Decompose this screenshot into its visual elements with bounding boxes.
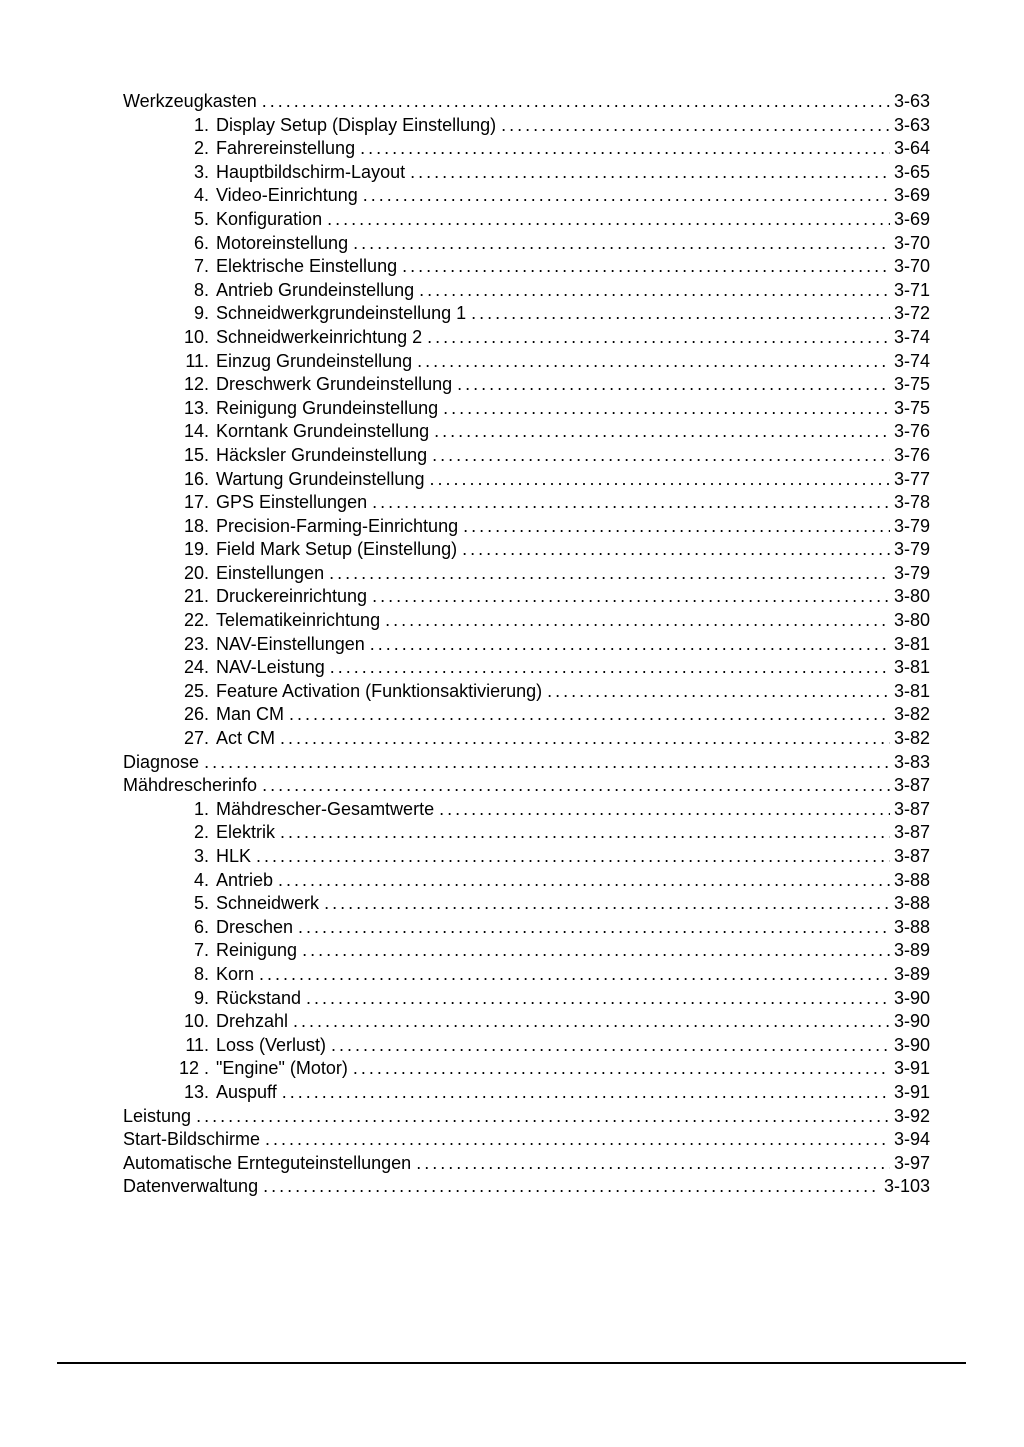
toc-entry bbox=[123, 468, 930, 492]
dot-leader bbox=[416, 1152, 890, 1176]
toc-entry-page: 3-65 bbox=[893, 161, 930, 182]
toc-entry-number: 20. bbox=[183, 562, 209, 583]
toc-entry bbox=[123, 656, 930, 680]
toc-entry bbox=[123, 703, 930, 727]
toc-entry-label: NAV-Leistung bbox=[216, 657, 325, 678]
toc-entry-page: 3-91 bbox=[893, 1081, 930, 1102]
toc-entry-label: Loss (Verlust) bbox=[216, 1034, 327, 1055]
toc-entry-number: 3. bbox=[193, 846, 209, 866]
dot-leader bbox=[372, 491, 890, 515]
toc-entry bbox=[123, 963, 930, 987]
toc-entry bbox=[123, 798, 930, 822]
toc-entry-label: Schneidwerkgrundeinstellung 1 bbox=[216, 303, 467, 324]
toc-entry-label: Rückstand bbox=[216, 987, 302, 1008]
toc-entry bbox=[123, 491, 930, 515]
dot-leader bbox=[419, 279, 890, 303]
toc-entry-number: 8. bbox=[193, 963, 209, 984]
dot-leader bbox=[256, 845, 890, 869]
dot-leader bbox=[463, 515, 890, 539]
toc-entry-page: 3-89 bbox=[893, 940, 930, 961]
toc-entry-page: 3-76 bbox=[893, 444, 930, 465]
dot-leader bbox=[278, 869, 890, 893]
toc-entry-page: 3-80 bbox=[893, 610, 930, 631]
toc-entry bbox=[123, 562, 930, 586]
toc-entry-label: Motoreinstellung bbox=[216, 232, 349, 253]
dot-leader bbox=[457, 373, 890, 397]
toc-entry-page: 3-76 bbox=[893, 421, 930, 442]
footer-divider bbox=[57, 1362, 966, 1364]
toc-entry bbox=[123, 515, 930, 539]
dot-leader bbox=[439, 798, 890, 822]
toc-entry-page: 3-78 bbox=[893, 492, 930, 513]
toc-entry bbox=[123, 350, 930, 374]
toc-entry bbox=[123, 727, 930, 751]
dot-leader bbox=[262, 774, 890, 798]
dot-leader bbox=[298, 916, 890, 940]
toc-entry bbox=[123, 208, 930, 232]
toc-entry bbox=[123, 585, 930, 609]
dot-leader bbox=[280, 821, 890, 845]
toc-entry-number: 7. bbox=[193, 940, 209, 961]
dot-leader bbox=[402, 255, 890, 279]
table-of-contents bbox=[123, 90, 930, 1199]
toc-entry-page: 3-69 bbox=[893, 208, 930, 229]
toc-entry bbox=[123, 821, 930, 845]
dot-leader bbox=[363, 184, 890, 208]
dot-leader bbox=[263, 1175, 880, 1199]
dot-leader bbox=[417, 350, 890, 374]
toc-entry-number: 3. bbox=[193, 161, 209, 182]
toc-entry-number: 1. bbox=[193, 798, 209, 819]
dot-leader bbox=[385, 609, 890, 633]
toc-entry-number: 27. bbox=[183, 728, 209, 749]
toc-entry-label: Konfiguration bbox=[216, 208, 323, 229]
toc-entry bbox=[123, 90, 930, 114]
toc-entry bbox=[123, 633, 930, 657]
toc-entry-page: 3-88 bbox=[893, 916, 930, 937]
toc-entry-label: Datenverwaltung bbox=[123, 1176, 259, 1197]
toc-entry-number: 9. bbox=[193, 303, 209, 324]
dot-leader bbox=[353, 1057, 890, 1081]
toc-entry-label: Reinigung Grundeinstellung bbox=[216, 397, 439, 418]
toc-entry-page: 3-87 bbox=[893, 846, 930, 866]
toc-entry-page: 3-81 bbox=[893, 633, 930, 654]
toc-entry-label: Man CM bbox=[216, 704, 285, 725]
dot-leader bbox=[327, 208, 890, 232]
dot-leader bbox=[324, 892, 890, 916]
dot-leader bbox=[259, 963, 890, 987]
dot-leader bbox=[306, 987, 890, 1011]
toc-entry bbox=[123, 279, 930, 303]
toc-entry-page: 3-79 bbox=[893, 562, 930, 583]
dot-leader bbox=[427, 326, 890, 350]
toc-entry-label: Antrieb Grundeinstellung bbox=[216, 279, 415, 300]
toc-entry-label: Video-Einrichtung bbox=[216, 185, 358, 206]
toc-entry bbox=[123, 987, 930, 1011]
toc-entry-number: 12. bbox=[183, 374, 209, 395]
toc-entry-label: Werkzeugkasten bbox=[123, 91, 257, 111]
toc-entry-page: 3-69 bbox=[893, 185, 930, 206]
dot-leader bbox=[372, 585, 890, 609]
toc-entry bbox=[123, 444, 930, 468]
toc-entry bbox=[123, 774, 930, 798]
toc-entry-label: Einstellungen bbox=[216, 562, 325, 583]
toc-entry bbox=[123, 373, 930, 397]
dot-leader bbox=[204, 751, 890, 775]
toc-entry-label: Antrieb bbox=[216, 869, 274, 890]
toc-entry-page: 3-74 bbox=[893, 350, 930, 371]
toc-entry-page: 3-91 bbox=[893, 1058, 930, 1079]
toc-entry-label: GPS Einstellungen bbox=[216, 492, 368, 513]
toc-entry-label: Elektrische Einstellung bbox=[216, 256, 398, 277]
toc-entry-label: Display Setup (Display Einstellung) bbox=[216, 114, 497, 135]
toc-entry-label: Field Mark Setup (Einstellung) bbox=[216, 539, 458, 560]
dot-leader bbox=[293, 1010, 890, 1034]
dot-leader bbox=[462, 538, 890, 562]
dot-leader bbox=[280, 727, 890, 751]
toc-entry-page: 3-94 bbox=[893, 1129, 930, 1150]
toc-entry-label: Elektrik bbox=[216, 822, 276, 843]
toc-entry-number: 2. bbox=[193, 822, 209, 843]
toc-entry bbox=[123, 326, 930, 350]
toc-entry-page: 3-88 bbox=[893, 893, 930, 914]
toc-entry bbox=[123, 420, 930, 444]
toc-entry bbox=[123, 232, 930, 256]
toc-entry-label: Mähdrescher-Gesamtwerte bbox=[216, 798, 435, 819]
toc-entry-label: Leistung bbox=[123, 1105, 192, 1126]
toc-entry-label: Automatische Ernteguteinstellungen bbox=[123, 1152, 412, 1173]
toc-entry-page: 3-75 bbox=[893, 397, 930, 418]
toc-entry-number: 1. bbox=[193, 114, 209, 135]
toc-entry-page: 3-80 bbox=[893, 586, 930, 607]
dot-leader bbox=[196, 1105, 890, 1129]
toc-entry-label: Mähdrescherinfo bbox=[123, 775, 258, 796]
toc-entry-page: 3-90 bbox=[893, 1034, 930, 1055]
dot-leader bbox=[429, 468, 890, 492]
toc-entry-page: 3-87 bbox=[893, 822, 930, 843]
toc-entry-label: Druckereinrichtung bbox=[216, 586, 368, 607]
toc-entry-number: 4. bbox=[193, 185, 209, 206]
toc-entry-number: 5. bbox=[193, 208, 209, 229]
toc-entry-label: Korntank Grundeinstellung bbox=[216, 421, 430, 442]
toc-entry-page: 3-90 bbox=[893, 987, 930, 1008]
toc-entry-number: 14. bbox=[183, 421, 209, 442]
toc-entry-label: Wartung Grundeinstellung bbox=[216, 468, 425, 489]
toc-entry-label: Korn bbox=[216, 963, 255, 984]
toc-entry-number: 19. bbox=[183, 539, 209, 560]
toc-entry-page: 3-87 bbox=[893, 798, 930, 819]
toc-entry-number: 25. bbox=[183, 680, 209, 701]
toc-entry bbox=[123, 397, 930, 421]
toc-entry-page: 3-89 bbox=[893, 963, 930, 984]
toc-entry-number: 5. bbox=[193, 893, 209, 914]
toc-entry-label: Feature Activation (Funktionsaktivierung) bbox=[216, 680, 543, 701]
toc-entry-page: 3-103 bbox=[883, 1176, 930, 1197]
toc-entry-page: 3-90 bbox=[893, 1011, 930, 1032]
toc-entry-label: Diagnose bbox=[123, 751, 200, 772]
dot-leader bbox=[501, 114, 890, 138]
dot-leader bbox=[443, 397, 890, 421]
toc-entry-number: 9. bbox=[193, 987, 209, 1008]
toc-entry-label: "Engine" (Motor) bbox=[216, 1058, 348, 1079]
toc-entry-number: 2. bbox=[193, 138, 209, 159]
toc-entry bbox=[123, 302, 930, 326]
toc-entry-number: 24. bbox=[183, 657, 209, 678]
toc-entry-page: 3-81 bbox=[893, 680, 930, 701]
toc-entry-page: 3-70 bbox=[893, 256, 930, 277]
toc-entry-number: 17. bbox=[183, 492, 209, 513]
toc-entry-page: 3-82 bbox=[893, 728, 930, 749]
toc-entry-page: 3-79 bbox=[893, 539, 930, 560]
toc-entry-page: 3-64 bbox=[893, 138, 930, 159]
toc-entry bbox=[123, 680, 930, 704]
toc-entry-page: 3-63 bbox=[893, 114, 930, 135]
toc-entry bbox=[123, 1010, 930, 1034]
dot-leader bbox=[262, 90, 890, 114]
toc-entry-number: 18. bbox=[183, 515, 209, 536]
toc-entry-label: Schneidwerkeinrichtung 2 bbox=[216, 326, 423, 347]
toc-entry-page: 3-79 bbox=[893, 515, 930, 536]
toc-entry-page: 3-75 bbox=[893, 374, 930, 395]
toc-entry-page: 3-82 bbox=[893, 704, 930, 725]
toc-entry bbox=[123, 1152, 930, 1176]
dot-leader bbox=[265, 1128, 890, 1152]
toc-entry-number: 12 . bbox=[178, 1058, 209, 1079]
toc-entry-number: 6. bbox=[193, 916, 209, 937]
toc-entry-page: 3-87 bbox=[893, 775, 930, 796]
toc-entry-number: 10. bbox=[183, 326, 209, 347]
toc-entry-label: HLK bbox=[216, 846, 252, 866]
dot-leader bbox=[432, 444, 890, 468]
toc-entry-label: Schneidwerk bbox=[216, 893, 320, 914]
dot-leader bbox=[329, 562, 890, 586]
toc-entry bbox=[123, 892, 930, 916]
toc-entry-label: Hauptbildschirm-Layout bbox=[216, 161, 406, 182]
dot-leader bbox=[282, 1081, 890, 1105]
toc-entry bbox=[123, 1128, 930, 1152]
toc-entry-number: 16. bbox=[183, 468, 209, 489]
toc-entry bbox=[123, 845, 930, 869]
toc-entry-number: 23. bbox=[183, 633, 209, 654]
toc-entry bbox=[123, 184, 930, 208]
toc-entry-label: Dreschen bbox=[216, 916, 294, 937]
toc-entry-page: 3-92 bbox=[893, 1105, 930, 1126]
toc-entry-number: 15. bbox=[183, 444, 209, 465]
toc-entry-page: 3-71 bbox=[893, 279, 930, 300]
dot-leader bbox=[370, 633, 890, 657]
toc-entry bbox=[123, 137, 930, 161]
toc-entry-number: 4. bbox=[193, 869, 209, 890]
toc-entry-page: 3-97 bbox=[893, 1152, 930, 1173]
toc-entry-label: Dreschwerk Grundeinstellung bbox=[216, 374, 453, 395]
toc-entry bbox=[123, 161, 930, 185]
toc-entry bbox=[123, 1105, 930, 1129]
toc-entry-label: Act CM bbox=[216, 728, 276, 749]
toc-entry-label: Drehzahl bbox=[216, 1011, 289, 1032]
toc-entry-number: 13. bbox=[183, 397, 209, 418]
toc-entry-number: 22. bbox=[183, 610, 209, 631]
dot-leader bbox=[330, 656, 890, 680]
toc-entry-page: 3-72 bbox=[893, 303, 930, 324]
toc-entry-page: 3-74 bbox=[893, 326, 930, 347]
toc-entry-number: 21. bbox=[183, 586, 209, 607]
toc-entry-number: 11. bbox=[185, 350, 209, 371]
toc-entry-label: Auspuff bbox=[216, 1081, 277, 1102]
toc-entry-label: Precision-Farming-Einrichtung bbox=[216, 515, 459, 536]
dot-leader bbox=[331, 1034, 890, 1058]
toc-entry-page: 3-81 bbox=[893, 657, 930, 678]
toc-entry bbox=[123, 255, 930, 279]
toc-entry bbox=[123, 869, 930, 893]
toc-entry-label: NAV-Einstellungen bbox=[216, 633, 365, 654]
toc-entry bbox=[123, 114, 930, 138]
dot-leader bbox=[289, 703, 890, 727]
toc-entry bbox=[123, 538, 930, 562]
toc-entry-number: 10. bbox=[183, 1011, 209, 1032]
toc-entry bbox=[123, 609, 930, 633]
toc-entry-page: 3-83 bbox=[893, 751, 930, 772]
toc-entry-label: Telematikeinrichtung bbox=[216, 610, 381, 631]
toc-entry-label: Fahrereinstellung bbox=[216, 138, 356, 159]
dot-leader bbox=[434, 420, 890, 444]
toc-entry-page: 3-70 bbox=[893, 232, 930, 253]
toc-entry bbox=[123, 1175, 930, 1199]
toc-entry-label: Reinigung bbox=[216, 940, 298, 961]
dot-leader bbox=[353, 232, 890, 256]
dot-leader bbox=[302, 939, 890, 963]
dot-leader bbox=[410, 161, 890, 185]
dot-leader bbox=[360, 137, 890, 161]
toc-entry bbox=[123, 1034, 930, 1058]
toc-entry bbox=[123, 751, 930, 775]
toc-entry-page: 3-88 bbox=[893, 869, 930, 890]
toc-entry bbox=[123, 939, 930, 963]
toc-entry bbox=[123, 1057, 930, 1081]
toc-entry-page: 3-77 bbox=[893, 468, 930, 489]
dot-leader bbox=[547, 680, 890, 704]
toc-entry-label: Häcksler Grundeinstellung bbox=[216, 444, 428, 465]
toc-entry-number: 6. bbox=[193, 232, 209, 253]
dot-leader bbox=[471, 302, 890, 326]
toc-entry bbox=[123, 916, 930, 940]
toc-entry-number: 11. bbox=[185, 1034, 209, 1055]
toc-entry-number: 7. bbox=[193, 256, 209, 277]
toc-entry-number: 13. bbox=[183, 1081, 209, 1102]
toc-entry-number: 26. bbox=[183, 704, 209, 725]
toc-entry-label: Start-Bildschirme bbox=[123, 1129, 261, 1150]
toc-entry-label: Einzug Grundeinstellung bbox=[216, 350, 413, 371]
toc-entry-page: 3-63 bbox=[893, 91, 930, 111]
toc-entry-number: 8. bbox=[193, 279, 209, 300]
toc-entry bbox=[123, 1081, 930, 1105]
